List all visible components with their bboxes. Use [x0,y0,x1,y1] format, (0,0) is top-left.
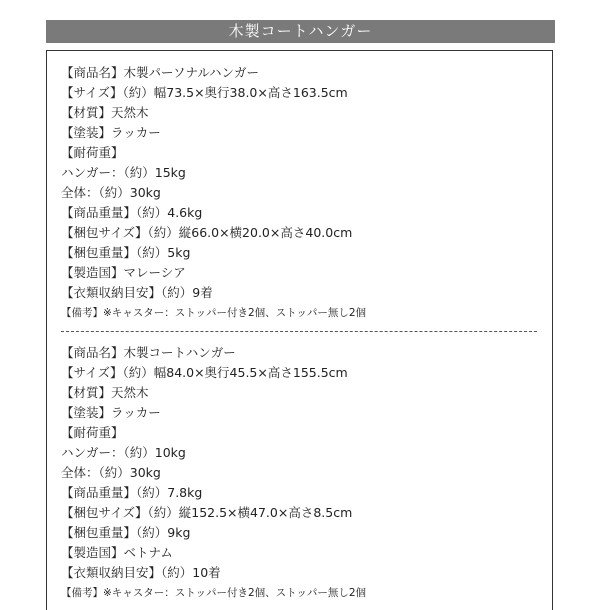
spec-package-weight: 【梱包重量】（約）5kg [61,245,191,260]
spec-load-capacity: 【耐荷重】 [61,425,124,440]
spec-material: 【材質】天然木 [61,385,149,400]
spec-product-name: 【商品名】木製パーソナルハンガー [61,65,260,80]
spec-package-size: 【梱包サイズ】（約）縦152.5×横47.0×高さ8.5cm [61,505,353,520]
spec-notes: 【備考】※キャスター：ストッパー付き2個、ストッパー無し2個 [61,587,367,599]
spec-finish: 【塗装】ラッカー [61,125,161,140]
spec-hanger-load: ハンガー：（約）15kg [61,165,186,180]
spec-product-weight: 【商品重量】（約）7.8kg [61,485,203,500]
product-spec-block-1 [61,63,541,323]
spec-country: 【製造国】マレーシア [61,265,186,280]
dashed-divider [61,331,537,332]
spec-material: 【材質】天然木 [61,105,149,120]
spec-box [46,50,553,610]
product-spec-block-2 [61,343,541,603]
spec-size: 【サイズ】（約）幅84.0×奥行45.5×高さ155.5cm [61,365,348,380]
spec-hanger-load: ハンガー：（約）10kg [61,445,186,460]
spec-clothing-capacity: 【衣類収納目安】（約）10着 [61,565,221,580]
spec-total-load: 全体：（約）30kg [61,185,161,200]
spec-product-name: 【商品名】木製コートハンガー [61,345,236,360]
spec-finish: 【塗装】ラッカー [61,405,161,420]
spec-load-capacity: 【耐荷重】 [61,145,124,160]
spec-package-weight: 【梱包重量】（約）9kg [61,525,191,540]
spec-product-weight: 【商品重量】（約）4.6kg [61,205,203,220]
spec-notes: 【備考】※キャスター：ストッパー付き2個、ストッパー無し2個 [61,307,367,319]
spec-clothing-capacity: 【衣類収納目安】（約）9着 [61,285,213,300]
spec-country: 【製造国】ベトナム [61,545,173,560]
spec-package-size: 【梱包サイズ】（約）縦66.0×横20.0×高さ40.0cm [61,225,353,240]
spec-total-load: 全体：（約）30kg [61,465,161,480]
spec-size: 【サイズ】（約）幅73.5×奥行38.0×高さ163.5cm [61,85,348,100]
page-title: 木製コートハンガー [46,20,555,43]
